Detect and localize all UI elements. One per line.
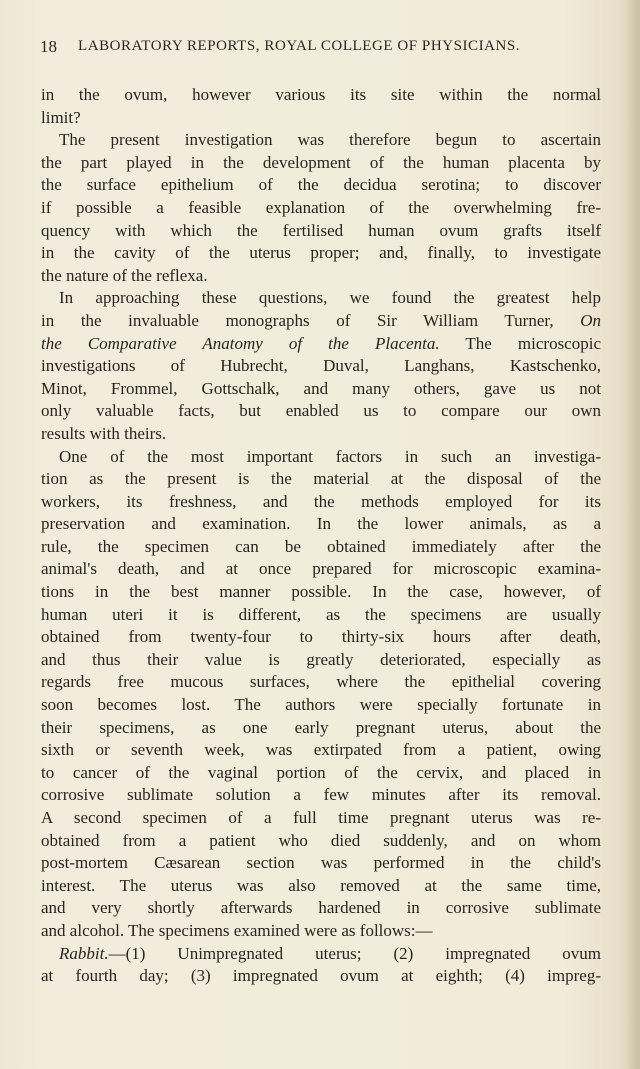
- text-line: rule, the specimen can be obtained immediately after the: [41, 536, 601, 556]
- text-line: animal's death, and at once prepared for microscopic examina-: [41, 559, 601, 579]
- paragraph-start: [41, 943, 601, 966]
- text-line: and very shortly afterwards hardened in corrosive sublimate: [41, 898, 601, 918]
- book-title-italic: the Comparative Anatomy of the Placenta.: [41, 333, 440, 353]
- text-segment: —(1) Unimpregnated uterus; (2) impregnated ovum: [108, 943, 601, 963]
- text-line: preservation and examination. In the lower animals, as a: [41, 514, 601, 534]
- text-line: if possible a feasible explanation of the overwhelming fre-: [41, 197, 601, 217]
- text-line: in the cavity of the uterus proper; and, finally, to investigate: [41, 243, 601, 263]
- text-line: [41, 310, 601, 333]
- text-line: workers, its freshness, and the methods employed for its: [41, 491, 601, 511]
- page-header: [40, 37, 600, 59]
- text-line: [41, 333, 601, 356]
- body-text: [41, 84, 601, 988]
- page-number: 18: [40, 37, 57, 56]
- text-line: the nature of the reflexa.: [41, 265, 208, 285]
- page-edge-shadow: [626, 0, 640, 1069]
- text-line: obtained from twenty-four to thirty-six hours after death,: [41, 627, 601, 647]
- text-line: the surface epithelium of the decidua serotina; to discover: [41, 175, 601, 195]
- text-line: corrosive sublimate solution a few minutes after its removal.: [41, 785, 601, 805]
- text-line: and thus their value is greatly deteriorated, especially as: [41, 649, 601, 669]
- text-line: obtained from a patient who died suddenly, and on whom: [41, 830, 601, 850]
- text-line: sixth or seventh week, was extirpated from a patient, owing: [41, 740, 601, 760]
- text-line: human uteri it is different, as the specimens are usually: [41, 604, 601, 624]
- text-line: the part played in the development of the human placenta by: [41, 152, 601, 172]
- text-segment: in the invaluable monographs of Sir William Turner,: [41, 310, 554, 330]
- text-line: their specimens, as one early pregnant uterus, about the: [41, 717, 601, 737]
- running-head: LABORATORY REPORTS, ROYAL COLLEGE OF PHYSICIANS.: [78, 38, 521, 54]
- text-line: in the ovum, however various its site within the normal: [41, 85, 601, 104]
- text-line: tions in the best manner possible. In the case, however, of: [41, 582, 601, 602]
- text-line: only valuable facts, but enabled us to compare our own: [41, 401, 601, 421]
- section-label-italic: Rabbit.: [59, 943, 109, 963]
- text-segment: The microscopic: [465, 333, 601, 353]
- paragraph-start: In approaching these questions, we found the greatest help: [59, 288, 601, 308]
- text-line: A second specimen of a full time pregnant uterus was re-: [41, 808, 601, 827]
- text-line: investigations of Hubrecht, Duval, Langhans, Kastschenko,: [41, 356, 601, 376]
- text-line: quency with which the fertilised human ovum grafts itself: [41, 220, 601, 240]
- text-line: tion as the present is the material at the disposal of the: [41, 469, 601, 489]
- book-title-italic: On: [580, 310, 601, 330]
- text-line: to cancer of the vaginal portion of the cervix, and placed in: [41, 762, 601, 782]
- paragraph-start: One of the most important factors in such an investiga-: [59, 446, 601, 466]
- text-line: soon becomes lost. The authors were specially fortunate in: [41, 695, 601, 715]
- text-line: interest. The uterus was also removed at the same time,: [41, 875, 601, 895]
- text-line: results with theirs.: [41, 423, 167, 443]
- text-line: post-mortem Cæsarean section was performed in the child's: [41, 853, 601, 873]
- text-line: and alcohol. The specimens examined were as follows:—: [41, 920, 433, 940]
- text-line: limit?: [41, 107, 81, 127]
- text-line: regards free mucous surfaces, where the epithelial covering: [41, 672, 601, 692]
- text-line: Minot, Frommel, Gottschalk, and many others, gave us not: [41, 378, 601, 398]
- text-line: at fourth day; (3) impregnated ovum at eighth; (4) impreg-: [41, 966, 601, 986]
- paragraph-start: The present investigation was therefore begun to ascertain: [59, 130, 601, 150]
